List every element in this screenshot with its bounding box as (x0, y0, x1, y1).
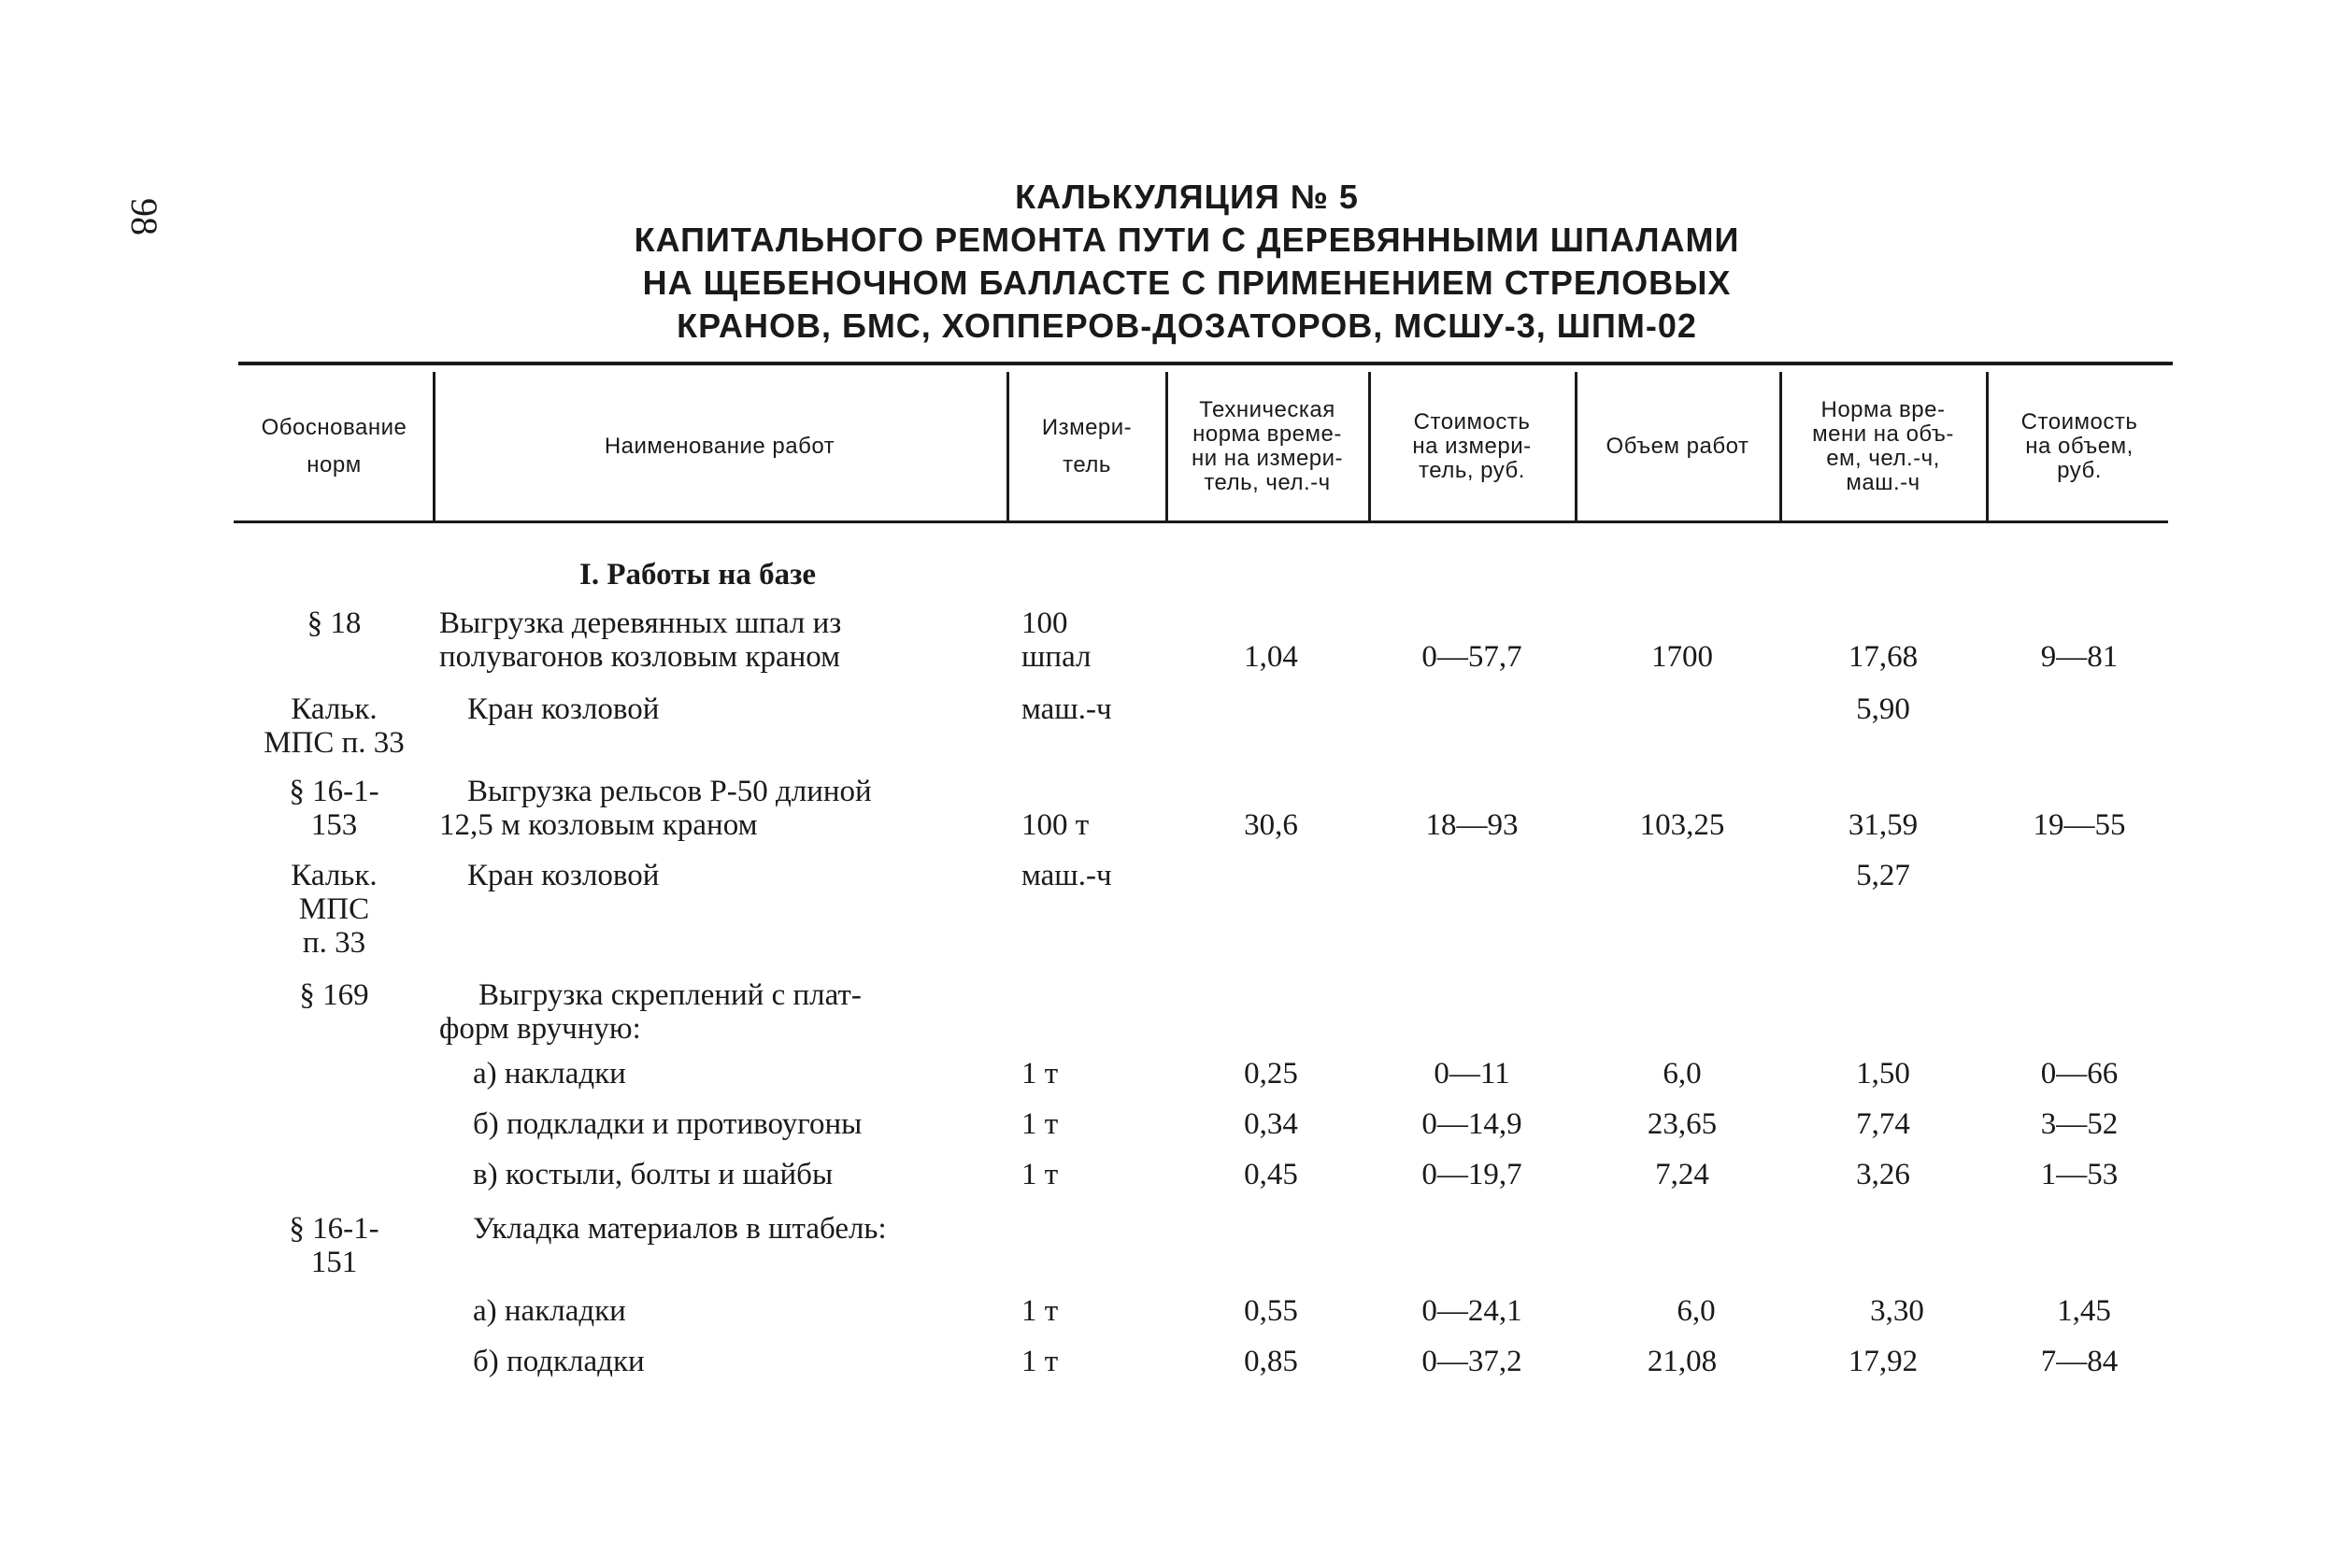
unit-line: 1 т (1021, 1107, 1059, 1141)
page-number: 98 (123, 198, 165, 235)
cost-cell: 0—37,2 (1421, 1345, 1522, 1378)
time-cell: 5,27 (1856, 859, 1910, 892)
basis-cell: § 18 (307, 606, 362, 640)
time-cell: 3,30 (1870, 1294, 1924, 1328)
name-line: 12,5 м козловым краном (439, 808, 758, 842)
unit-line: 1 т (1021, 1158, 1059, 1191)
header-basis: Обоснование норм (261, 415, 407, 478)
time-cell: 31,59 (1848, 808, 1919, 842)
volume-cell: 1700 (1651, 640, 1713, 674)
norm-cell: 30,6 (1244, 808, 1298, 842)
time-cell: 5,90 (1856, 692, 1910, 726)
title-line-4: КРАНОВ, БМС, ХОППЕРОВ-ДОЗАТОРОВ, МСШУ-3, ШПМ-02 (677, 306, 1697, 345)
basis-cell: Кальк. (291, 692, 378, 726)
norm-cell: 0,25 (1244, 1057, 1298, 1090)
name-line: Кран козловой (467, 859, 660, 892)
header-name: Наименование работ (604, 434, 835, 459)
basis-cell: МПС п. 33 (264, 726, 405, 760)
cost-cell: 0—11 (1434, 1057, 1510, 1090)
norm-cell: 0,55 (1244, 1294, 1298, 1328)
basis-cell: § 16-1- (289, 775, 379, 808)
section-title: I. Работы на базе (579, 558, 817, 592)
volume-cell: 6,0 (1677, 1294, 1716, 1328)
total-cell: 7—84 (2040, 1345, 2119, 1378)
norm-cell: 0,45 (1244, 1158, 1298, 1191)
basis-cell: 153 (310, 808, 358, 842)
name-line: Выгрузка скреплений с плат- (478, 978, 862, 1012)
header-unit: Измери- тель (1041, 415, 1133, 478)
unit-line: 1 т (1021, 1294, 1059, 1328)
unit-line: маш.-ч (1021, 859, 1112, 892)
header-norm: Техническая норма време- ни на измери- тель, чел.-ч (1191, 397, 1344, 495)
title-line-3: НА ЩЕБЕНОЧНОМ БАЛЛАСТЕ С ПРИМЕНЕНИЕМ СТРЕЛОВЫХ (642, 264, 1732, 302)
name-line: в) костыли, болты и шайбы (473, 1158, 834, 1191)
total-cell: 3—52 (2040, 1107, 2119, 1141)
name-line: Укладка материалов в штабель: (473, 1212, 887, 1246)
volume-cell: 6,0 (1663, 1057, 1702, 1090)
column-separator (433, 372, 435, 521)
name-line: Выгрузка деревянных шпал из (439, 606, 842, 640)
cost-cell: 0—57,7 (1421, 640, 1522, 674)
volume-cell: 103,25 (1639, 808, 1725, 842)
norm-cell: 1,04 (1244, 640, 1298, 674)
norm-cell: 0,34 (1244, 1107, 1298, 1141)
unit-line: 100 т (1021, 808, 1090, 842)
name-line: б) подкладки (473, 1345, 645, 1378)
basis-cell: МПС (298, 892, 370, 926)
volume-cell: 7,24 (1655, 1158, 1709, 1191)
unit-line: 1 т (1021, 1345, 1059, 1378)
column-separator (1006, 372, 1009, 521)
basis-cell: § 16-1- (289, 1212, 379, 1246)
column-separator (1368, 372, 1371, 521)
title-line-2: КАПИТАЛЬНОГО РЕМОНТА ПУТИ С ДЕРЕВЯННЫМИ ШПАЛАМИ (634, 221, 1740, 259)
column-separator (1165, 372, 1168, 521)
header-time: Норма вре- мени на объ- ем, чел.-ч, маш.-ч (1812, 397, 1954, 495)
basis-cell: § 169 (299, 978, 369, 1012)
cost-cell: 0—14,9 (1421, 1107, 1522, 1141)
name-line: б) подкладки и противоугоны (473, 1107, 863, 1141)
basis-cell: 151 (310, 1246, 358, 1279)
time-cell: 17,68 (1848, 640, 1919, 674)
basis-cell: Кальк. (291, 859, 378, 892)
unit-line: шпал (1021, 640, 1092, 674)
header-cost: Стоимость на измери- тель, руб. (1412, 409, 1532, 483)
time-cell: 7,74 (1856, 1107, 1910, 1141)
title-line-1: КАЛЬКУЛЯЦИЯ № 5 (1015, 178, 1359, 216)
column-separator (1575, 372, 1577, 521)
total-cell: 9—81 (2040, 640, 2119, 674)
name-line: полувагонов козловым краном (439, 640, 841, 674)
table-top-rule (238, 362, 2173, 365)
cost-cell: 0—24,1 (1421, 1294, 1522, 1328)
name-line: форм вручную: (439, 1012, 641, 1046)
time-cell: 3,26 (1856, 1158, 1910, 1191)
total-cell: 19—55 (2033, 808, 2126, 842)
basis-cell: п. 33 (302, 926, 366, 960)
cost-cell: 18—93 (1425, 808, 1519, 842)
volume-cell: 21,08 (1647, 1345, 1718, 1378)
time-cell: 17,92 (1848, 1345, 1919, 1378)
header-total: Стоимость на объем, руб. (2020, 409, 2138, 483)
total-cell: 0—66 (2040, 1057, 2119, 1090)
norm-cell: 0,85 (1244, 1345, 1298, 1378)
unit-line: 1 т (1021, 1057, 1059, 1090)
name-line: Кран козловой (467, 692, 660, 726)
column-separator (1779, 372, 1782, 521)
volume-cell: 23,65 (1647, 1107, 1718, 1141)
header-volume: Объем работ (1606, 434, 1749, 459)
total-cell: 1,45 (2057, 1294, 2111, 1328)
column-separator (1986, 372, 1989, 521)
unit-line: 100 (1021, 606, 1068, 640)
cost-cell: 0—19,7 (1421, 1158, 1522, 1191)
time-cell: 1,50 (1856, 1057, 1910, 1090)
unit-line: маш.-ч (1021, 692, 1112, 726)
name-line: Выгрузка рельсов Р-50 длиной (467, 775, 872, 808)
name-line: а) накладки (473, 1057, 626, 1090)
name-line: а) накладки (473, 1294, 626, 1328)
total-cell: 1—53 (2040, 1158, 2119, 1191)
